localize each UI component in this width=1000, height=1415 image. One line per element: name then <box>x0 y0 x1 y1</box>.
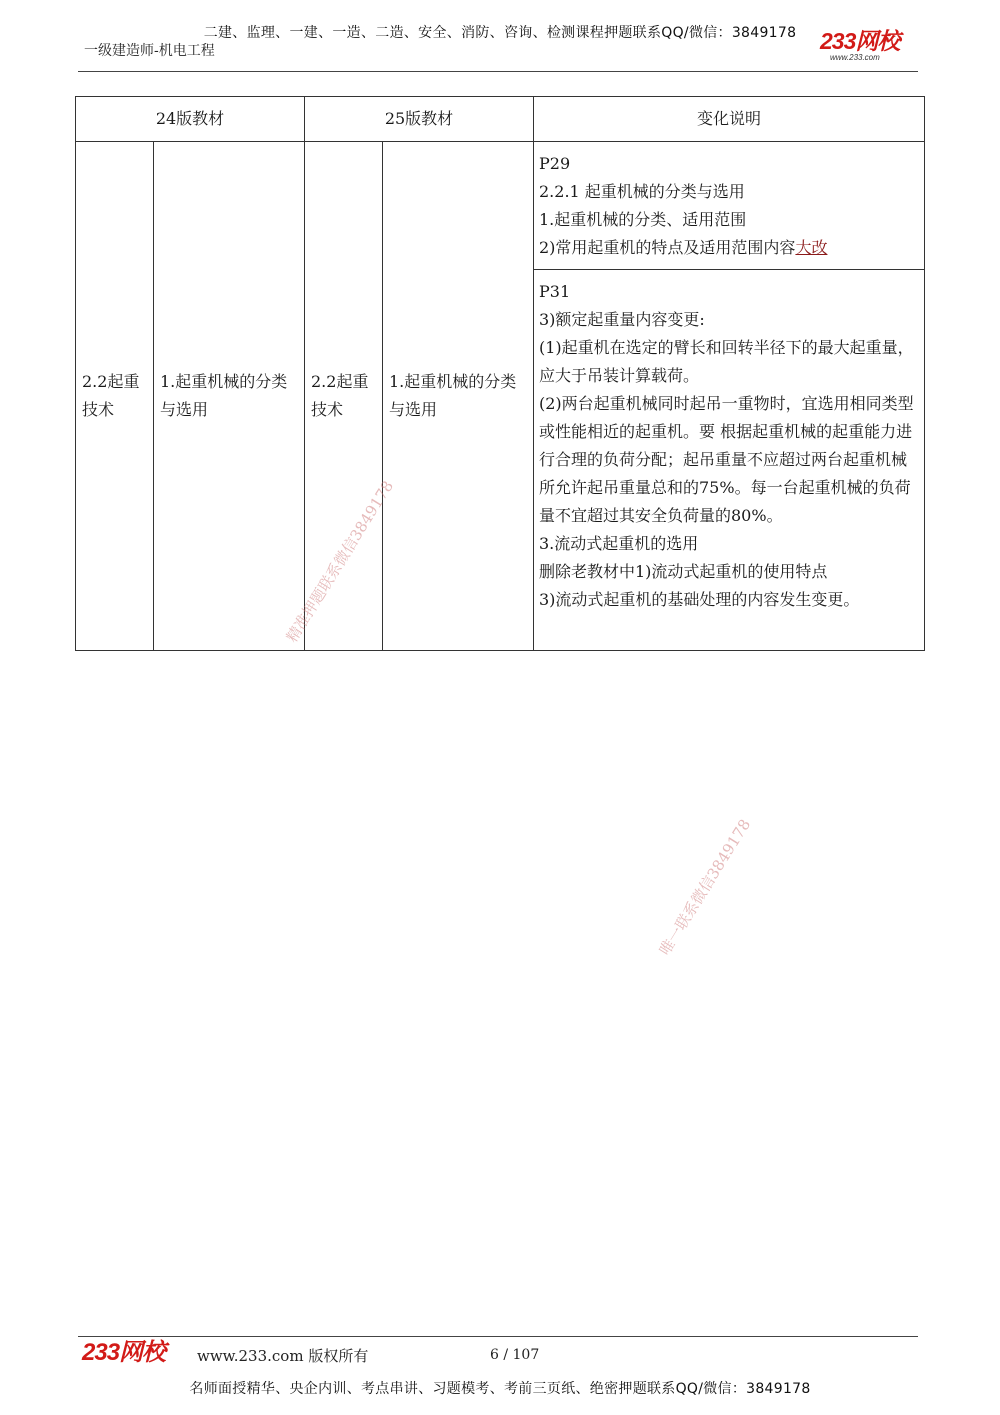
watermark-text: 精准押题联系微信3849178 <box>282 477 398 646</box>
table-row <box>76 142 925 270</box>
footer-ad-line: 名师面授精华、央企内训、考点串讲、习题模考、考前三页纸、绝密押题联系QQ/微信：3849178 <box>189 1381 811 1397</box>
change-notes-cell-2 <box>534 270 925 651</box>
old-chapter: 2.2起重技术 <box>82 372 140 419</box>
header-divider <box>78 71 918 72</box>
change-line: 3.流动式起重机的选用 <box>539 534 699 553</box>
header-logo: 233网校 <box>820 28 900 54</box>
change-line-text: 2)常用起重机的特点及适用范围内容 <box>539 238 796 257</box>
header-change-notes: 变化说明 <box>534 97 925 142</box>
edition-comparison-table <box>75 96 925 651</box>
header-old-edition: 24版教材 <box>76 97 305 142</box>
footer-copyright: www.233.com 版权所有 <box>197 1347 369 1365</box>
old-chapter-cell <box>76 142 154 651</box>
change-line: 2.2.1 起重机械的分类与选用 <box>539 182 745 201</box>
new-chapter: 2.2起重技术 <box>311 372 369 419</box>
change-line: 3)额定起重量内容变更: <box>539 310 705 329</box>
change-line <box>539 234 919 262</box>
footer-logo: 233网校 <box>82 1339 166 1366</box>
change-line: 1.起重机械的分类、适用范围 <box>539 210 747 229</box>
old-section-cell <box>154 142 305 651</box>
table-header-row <box>76 97 925 142</box>
change-line: P29 <box>539 154 571 173</box>
header-new-edition: 25版教材 <box>305 97 534 142</box>
major-change-emphasis: 大改 <box>795 238 828 257</box>
new-section: 1.起重机械的分类与选用 <box>389 372 517 419</box>
course-title: 一级建造师-机电工程 <box>84 43 215 59</box>
page-number: 6 / 107 <box>490 1347 540 1363</box>
watermark-text: 唯一联系微信3849178 <box>655 816 755 959</box>
footer-divider <box>78 1336 918 1337</box>
new-section-cell <box>383 142 534 651</box>
change-line: (2)两台起重机械同时起吊一重物时，宜选用相同类型或性能相近的起重机。要 根据起重机械的起重能力进行合理的负荷分配；起吊重量不应超过两台起重机械所允许起吊重量总和的75%。每一台起重机械的负荷量不宜超过其安全负荷量的80%。 <box>539 394 914 525</box>
header-ad-line: 二建、监理、一建、一造、二造、安全、消防、咨询、检测课程押题联系QQ/微信：3849178 <box>203 25 797 41</box>
header-logo-url: www.233.com <box>830 53 880 62</box>
old-section: 1.起重机械的分类与选用 <box>160 372 288 419</box>
change-line: (1)起重机在选定的臂长和回转半径下的最大起重量，应大于吊装计算载荷。 <box>539 338 914 385</box>
change-line: 删除老教材中1)流动式起重机的使用特点 <box>539 562 828 581</box>
change-notes-cell-1 <box>534 142 925 270</box>
change-line: 3)流动式起重机的基础处理的内容发生变更。 <box>539 590 860 609</box>
change-line: P31 <box>539 282 571 301</box>
